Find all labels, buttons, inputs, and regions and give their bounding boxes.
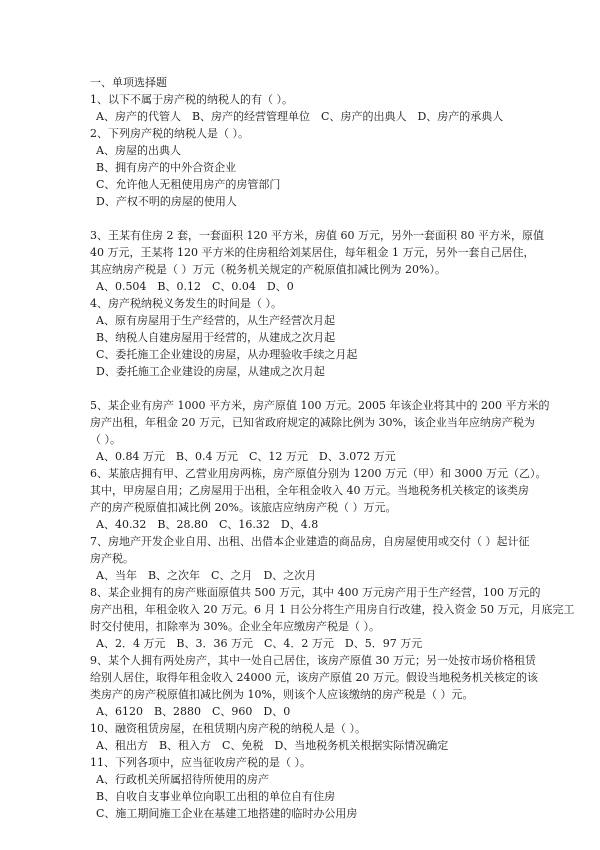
question-6-stem-line-3: 产的房产税原值扣减比例 20%。该旅店应纳房产税（ ）万元。: [90, 501, 397, 514]
question-9-options: A、6120 B、2880 C、960 D、0: [96, 705, 291, 718]
question-11-option-a: A、行政机关所属招待所使用的房产: [96, 773, 269, 786]
question-2-option-c: C、允许他人无租使用房产的房管部门: [96, 178, 281, 191]
question-8-stem-line-2: 房产出租，年租金收入 20 万元。6 月 1 日公分将生产用房自行改建，投入资金 50 万元，月底完工: [90, 603, 575, 616]
question-6-stem-line-1: 6、某旅店拥有甲、乙营业用房两栋，房产原值分别为 1200 万元（甲）和 3000 万元（乙）。: [90, 467, 547, 480]
question-list: [90, 74, 575, 822]
question-4-option-d: D、委托施工企业建设的房屋，从建成之次月起: [96, 365, 325, 378]
question-5-stem-line-2: 房产出租，年租金 20 万元，已知省政府规定的减除比例为 30%，该企业当年应纳房产税为: [90, 416, 535, 429]
question-8-stem-line-3: 时交付使用，扣除率为 30%。企业全年应缴房产税是（ ）。: [90, 620, 380, 633]
question-3-stem-line-2: 40 万元，王某将 120 平方米的住房租给刘某居住，每年租金 1 万元，另外一套自己居住，: [90, 246, 535, 259]
question-7-stem-line-1: 7、房地产开发企业自用、出租、出借本企业建造的商品房，自房屋使用或交付（ ）起计征: [90, 535, 530, 548]
question-2-option-a: A、房屋的出典人: [96, 144, 181, 157]
question-4-option-c: C、委托施工企业建设的房屋，从办理验收手续之月起: [96, 348, 358, 361]
spacer: [90, 380, 520, 397]
question-7-stem-line-2: 房产税。: [90, 552, 134, 565]
question-3-options: A、0.504 B、0.12 C、0.04 D、0: [96, 280, 294, 293]
question-2-option-b: B、拥有房产的中外合资企业: [96, 161, 237, 174]
question-11-option-c: C、施工期间施工企业在基建工地搭建的临时办公用房: [96, 807, 358, 820]
question-9-stem-line-1: 9、某个人拥有两处房产，其中一处自己居住，该房产原值 30 万元；另一处按市场价格租赁: [90, 654, 536, 667]
question-9-stem-line-3: 类房产的房产税原值扣减比例为 10%，则该个人应该缴纳的房产税是（ ）元。: [90, 688, 474, 701]
question-3-stem-line-1: 3、王某有住房 2 套，一套面积 120 平方米，房值 60 万元，另外一套面积 80 平方米，原值: [90, 229, 544, 242]
question-6-stem-line-2: 其中，甲房屋自用；乙房屋用于出租，全年租金收入 40 万元。当地税务机关核定的该类房: [90, 484, 529, 497]
question-11-stem: 11、下列各项中，应当征收房产税的是（ ）。: [90, 756, 311, 769]
question-8-stem-line-1: 8、某企业拥有的房产账面原值共 500 万元，其中 400 万元房产用于生产经营，100 万元的: [90, 586, 541, 599]
question-5-stem-line-3: （ ）。: [90, 433, 121, 446]
question-6-options: A、40.32 B、28.80 C、16.32 D、4.8: [96, 518, 319, 531]
question-2-option-d: D、产权不明的房屋的使用人: [96, 195, 237, 208]
question-11-option-b: B、自收自支事业单位向职工出租的单位自有住房: [96, 790, 336, 803]
question-1-stem: 1、以下不属于房产税的纳税人的有（ ）。: [90, 93, 293, 106]
question-5-stem-line-1: 5、某企业有房产 1000 平方米，房产原值 100 万元。2005 年该企业将其中的 200 平方米的: [90, 399, 550, 412]
question-4-option-b: B、纳税人自建房屋用于经营的，从建成之次月起: [96, 331, 336, 344]
question-10-stem: 10、融资租赁房屋，在租赁期内房产税的纳税人是（ ）。: [90, 722, 366, 735]
question-4-option-a: A、原有房屋用于生产经营的，从生产经营次月起: [96, 314, 335, 327]
question-2-stem: 2、下列房产税的纳税人是（ ）。: [90, 127, 249, 140]
question-10-options: A、租出方 B、租入方 C、免税 D、当地税务机关根据实际情况确定: [96, 739, 449, 752]
question-9-stem-line-2: 给别人居住，取得年租金收入 24000 元，该房产原值 20 万元。假设当地税务机关核定的该: [90, 671, 538, 684]
question-3-stem-line-3: 其应纳房产税是（ ）万元（税务机关规定的产税原值扣减比例为 20%）。: [90, 263, 446, 276]
question-5-options: A、0.84 万元 B、0.4 万元 C、12 万元 D、3.072 万元: [96, 450, 396, 463]
section-title: 一、单项选择题: [90, 76, 167, 89]
spacer: [90, 210, 520, 227]
question-8-options: A、2．4 万元 B、3．36 万元 C、4．2 万元 D、5．97 万元: [96, 637, 423, 650]
question-7-options: A、当年 B、之次年 C、之月 D、之次月: [96, 569, 317, 582]
question-1-options: A、房产的代管人 B、房产的经营管理单位 C、房产的出典人 D、房产的承典人: [96, 110, 504, 123]
question-4-stem: 4、房产税纳税义务发生的时间是（ ）。: [90, 297, 282, 310]
